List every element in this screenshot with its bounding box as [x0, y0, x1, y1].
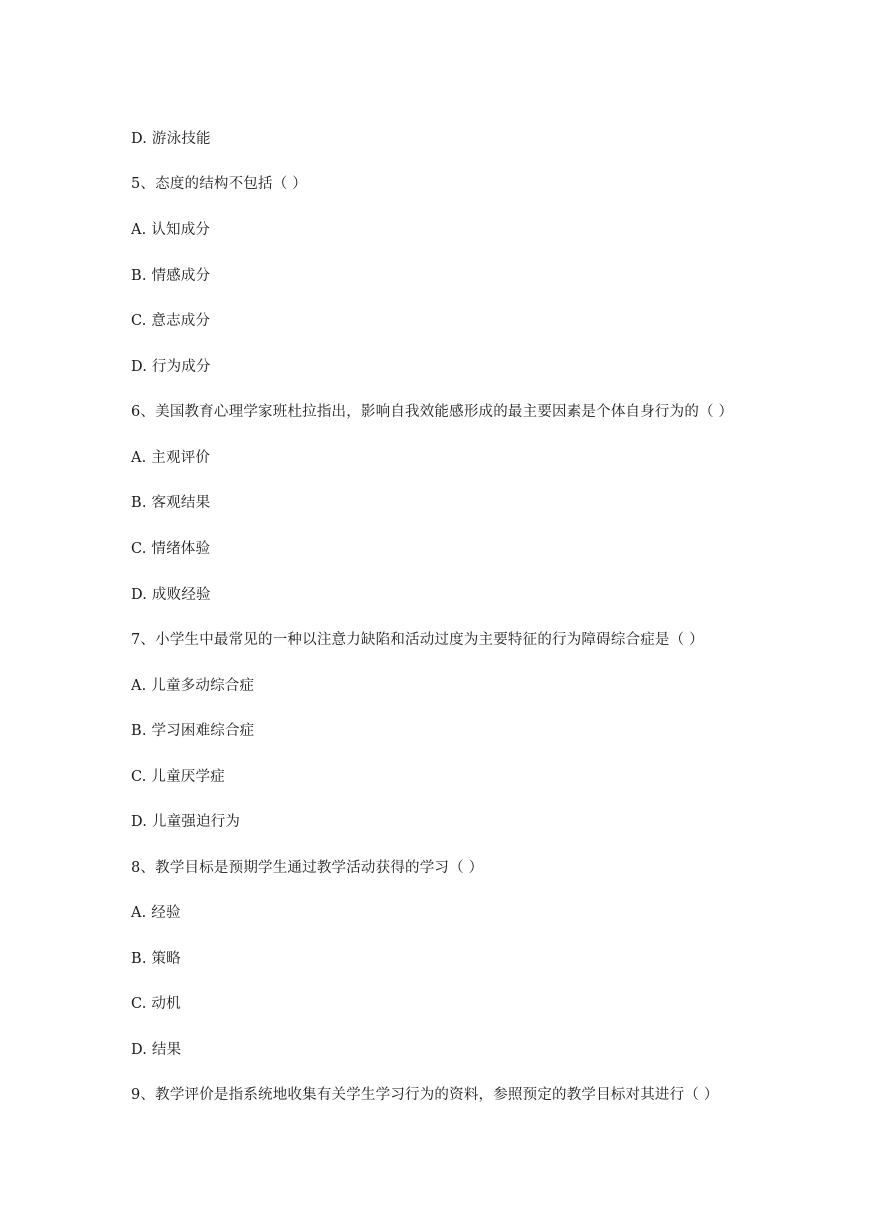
option-8-c: C. 动机	[131, 996, 181, 1012]
option-7-d: D. 儿童强迫行为	[131, 814, 241, 830]
question-7: 7、小学生中最常见的一种以注意力缺陷和活动过度为主要特征的行为障碍综合症是（ ）	[131, 632, 704, 648]
option-5-d: D. 行为成分	[131, 359, 211, 375]
option-8-d: D. 结果	[131, 1042, 182, 1058]
option-5-c: C. 意志成分	[131, 313, 211, 329]
option-4-d: D. 游泳技能	[131, 131, 211, 147]
option-8-b: B. 策略	[131, 951, 181, 967]
option-5-b: B. 情感成分	[131, 268, 211, 284]
option-7-b: B. 学习困难综合症	[131, 723, 255, 739]
option-6-b: B. 客观结果	[131, 495, 211, 511]
option-7-a: A. 儿童多动综合症	[131, 678, 255, 694]
option-6-c: C. 情绪体验	[131, 541, 211, 557]
question-9: 9、教学评价是指系统地收集有关学生学习行为的资料，参照预定的教学目标对其进行（ ）	[131, 1087, 719, 1103]
question-5: 5、态度的结构不包括（ ）	[131, 176, 307, 192]
option-8-a: A. 经验	[131, 905, 181, 921]
option-6-a: A. 主观评价	[131, 450, 211, 466]
question-6: 6、美国教育心理学家班杜拉指出，影响自我效能感形成的最主要因素是个体自身行为的（ ）	[131, 404, 734, 420]
option-7-c: C. 儿童厌学症	[131, 769, 225, 785]
question-8: 8、教学目标是预期学生通过教学活动获得的学习（ ）	[131, 860, 484, 876]
option-5-a: A. 认知成分	[131, 222, 211, 238]
option-6-d: D. 成败经验	[131, 587, 211, 603]
